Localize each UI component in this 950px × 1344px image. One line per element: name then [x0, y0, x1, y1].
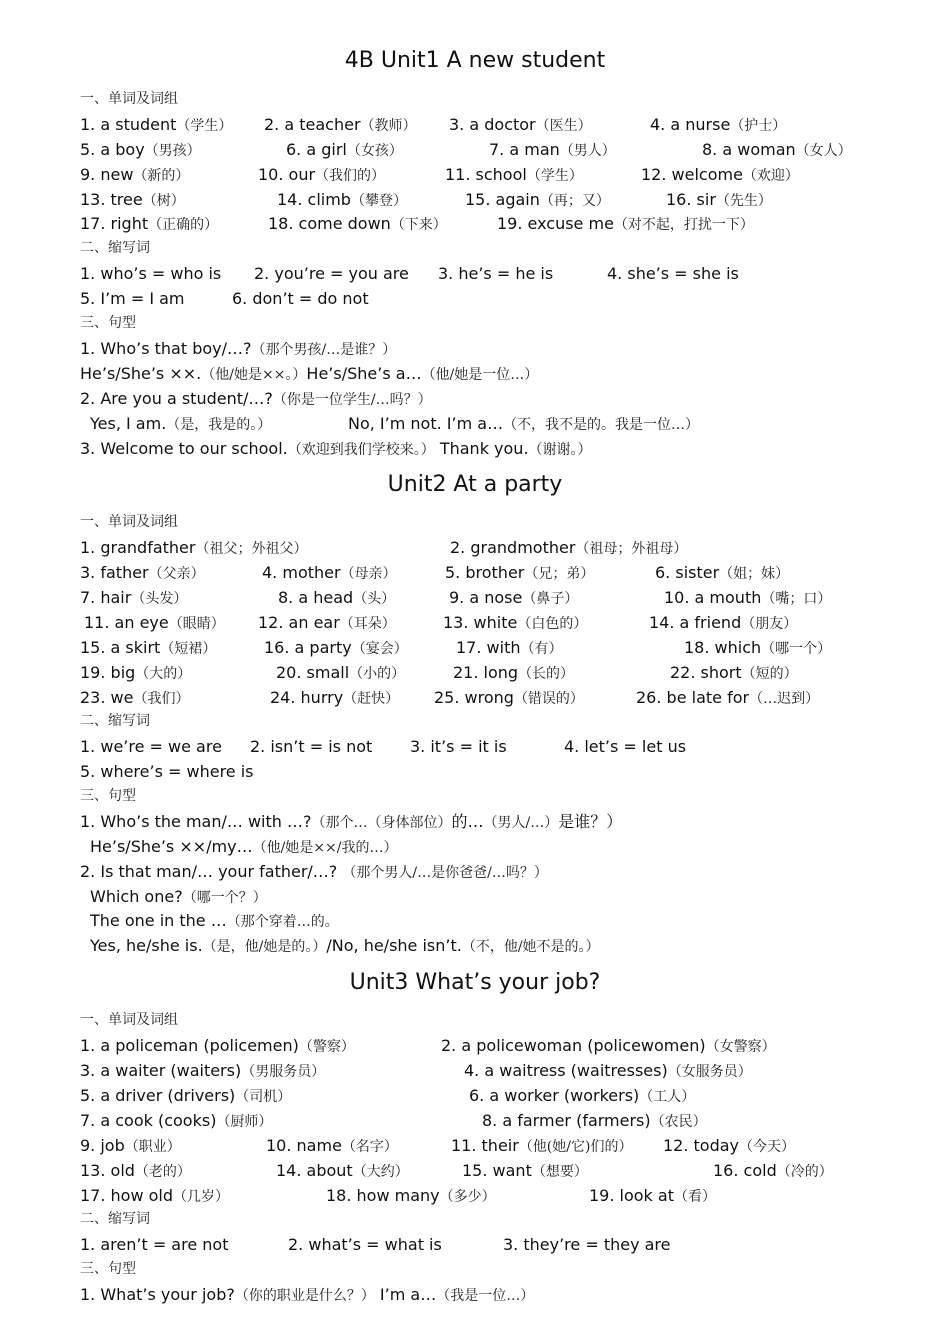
sentence-row — [80, 437, 940, 461]
sentence-row — [80, 860, 940, 884]
sentence-row — [80, 835, 940, 859]
vocab-item: 19. look at（看） — [589, 1186, 716, 1205]
contraction-item: 3. it’s = it is — [410, 737, 507, 756]
vocab-item: 3. a doctor（医生） — [449, 115, 592, 134]
contraction-item: 3. he’s = he is — [438, 264, 554, 283]
vocab-item: 13. white（白色的） — [443, 613, 588, 632]
vocab-item: 21. long（长的） — [453, 663, 575, 682]
contraction-item: 4. let’s = let us — [564, 737, 687, 756]
vocab-item: 17. right（正确的） — [80, 214, 219, 233]
section-heading: 二、缩写词 — [80, 713, 150, 729]
vocab-item: 4. mother（母亲） — [262, 563, 397, 582]
sentence: 2. Are you a student/…?（你是一位学生/…吗？） — [80, 389, 432, 408]
vocab-row — [80, 1109, 940, 1133]
vocab-item: 11. an eye（眼睛） — [84, 613, 225, 632]
sentence-row — [80, 1283, 940, 1307]
contraction-row — [80, 262, 940, 286]
unit-title: Unit3 What’s your job? — [349, 970, 601, 995]
sentence: 1. Who’s that boy/…?（那个男孩/…是谁？） — [80, 339, 397, 358]
sentence: Yes, he/she is.（是，他/她是的。）/No, he/she isn’t.（不，他/她不是的。） — [90, 936, 600, 955]
sentence: No, I’m not. I’m a…（不，我不是的。我是一位…） — [348, 414, 700, 433]
sentence: 3. Welcome to our school.（欢迎到我们学校来。） Thank you.（谢谢。） — [80, 439, 592, 458]
contraction-item: 5. where’s = where is — [80, 762, 254, 781]
sentence: The one in the …（那个穿着…的。 — [90, 911, 339, 930]
vocab-row — [80, 113, 940, 137]
vocab-item: 19. big（大的） — [80, 663, 192, 682]
contraction-row — [80, 735, 940, 759]
vocab-item: 12. welcome（欢迎） — [641, 165, 799, 184]
vocab-item: 26. be late for（…迟到） — [636, 688, 820, 707]
contraction-item: 1. who’s = who is — [80, 264, 222, 283]
contraction-row — [80, 1233, 940, 1257]
contraction-item: 4. she’s = she is — [607, 264, 739, 283]
vocab-item: 1. a student（学生） — [80, 115, 233, 134]
section-heading: 一、单词及词组 — [80, 91, 178, 107]
sentence: 1. What’s your job?（你的职业是什么？） I’m a…（我是一位…） — [80, 1285, 535, 1304]
vocab-item: 2. grandmother（祖母；外祖母） — [450, 538, 688, 557]
section-heading: 一、单词及词组 — [80, 514, 178, 530]
vocab-item: 12. today（今天） — [663, 1136, 796, 1155]
sentence: 2. Is that man/… your father/…? （那个男人/…是你爸爸/…吗？） — [80, 862, 548, 881]
vocab-row — [80, 661, 940, 685]
vocab-item: 10. name（名字） — [266, 1136, 398, 1155]
vocab-item: 10. our（我们的） — [258, 165, 386, 184]
vocab-item: 9. job（职业） — [80, 1136, 181, 1155]
sentence: 1. Who’s the man/… with …?（那个…（身体部位）的…（男人/…）是谁？） — [80, 812, 623, 831]
vocab-item: 5. a boy（男孩） — [80, 140, 201, 159]
vocab-item: 8. a head（头） — [278, 588, 396, 607]
contraction-row — [80, 287, 940, 311]
section-heading: 三、句型 — [80, 788, 136, 804]
sentence-row — [80, 387, 940, 411]
vocab-item: 10. a mouth（嘴；口） — [664, 588, 832, 607]
section-heading: 三、句型 — [80, 315, 136, 331]
vocab-item: 4. a nurse（护士） — [650, 115, 787, 134]
section-heading: 二、缩写词 — [80, 1211, 150, 1227]
vocab-item: 8. a woman（女人） — [702, 140, 852, 159]
section-heading: 二、缩写词 — [80, 240, 150, 256]
vocab-item: 3. a waiter (waiters)（男服务员） — [80, 1061, 326, 1080]
vocab-item: 1. grandfather（祖父；外祖父） — [80, 538, 308, 557]
vocab-item: 23. we（我们） — [80, 688, 190, 707]
vocab-item: 18. how many（多少） — [326, 1186, 496, 1205]
contraction-item: 6. don’t = do not — [232, 289, 369, 308]
contraction-item: 5. I’m = I am — [80, 289, 185, 308]
unit-title: Unit2 At a party — [387, 472, 563, 497]
vocab-row — [80, 1134, 940, 1158]
vocab-item: 2. a policewoman (policewomen)（女警察） — [441, 1036, 776, 1055]
sentence: He’s/She’s ××.（他/她是××。）He’s/She’s a…（他/她是一位…） — [80, 364, 539, 383]
sentence-row — [80, 885, 940, 909]
vocab-item: 6. a girl（女孩） — [286, 140, 403, 159]
section-heading: 一、单词及词组 — [80, 1012, 178, 1028]
contraction-item: 3. they’re = they are — [503, 1235, 671, 1254]
vocab-item: 13. old（老的） — [80, 1161, 191, 1180]
vocab-item: 15. again（再；又） — [465, 190, 610, 209]
vocab-item: 19. excuse me（对不起，打扰一下） — [497, 214, 754, 233]
vocab-item: 9. a nose（鼻子） — [449, 588, 579, 607]
sentence-row — [80, 337, 940, 361]
vocab-row — [80, 1184, 940, 1208]
vocab-item: 7. hair（头发） — [80, 588, 188, 607]
vocab-row — [80, 1084, 940, 1108]
vocab-item: 6. sister（姐；妹） — [655, 563, 790, 582]
vocab-item: 12. an ear（耳朵） — [258, 613, 396, 632]
contraction-item: 2. you’re = you are — [254, 264, 409, 283]
contraction-row — [80, 760, 940, 784]
vocab-item: 7. a cook (cooks)（厨师） — [80, 1111, 273, 1130]
section-heading: 三、句型 — [80, 1261, 136, 1277]
sentence-row — [80, 810, 940, 834]
vocab-item: 15. want（想要） — [462, 1161, 588, 1180]
vocab-item: 15. a skirt（短裙） — [80, 638, 217, 657]
vocab-row — [80, 686, 940, 710]
vocab-row — [80, 1059, 940, 1083]
vocab-row — [80, 163, 940, 187]
sentence: Yes, I am.（是，我是的。） — [90, 414, 272, 433]
vocab-item: 1. a policeman (policemen)（警察） — [80, 1036, 355, 1055]
vocab-item: 24. hurry（赶快） — [270, 688, 400, 707]
vocab-item: 8. a farmer (farmers)（农民） — [482, 1111, 707, 1130]
vocab-row — [80, 1159, 940, 1183]
vocab-row — [80, 561, 940, 585]
vocab-item: 4. a waitress (waitresses)（女服务员） — [464, 1061, 752, 1080]
vocab-item: 18. come down（下来） — [268, 214, 447, 233]
vocab-row — [80, 636, 940, 660]
vocab-item: 17. how old（几岁） — [80, 1186, 230, 1205]
sentence-row — [80, 934, 940, 958]
contraction-item: 2. what’s = what is — [288, 1235, 442, 1254]
vocab-row — [80, 1034, 940, 1058]
vocab-item: 11. school（学生） — [445, 165, 583, 184]
vocab-item: 14. a friend（朋友） — [649, 613, 798, 632]
sentence-row — [80, 412, 940, 436]
vocab-item: 7. a man（男人） — [489, 140, 616, 159]
vocab-item: 20. small（小的） — [276, 663, 406, 682]
vocab-item: 13. tree（树） — [80, 190, 185, 209]
vocab-item: 18. which（哪一个） — [684, 638, 832, 657]
contraction-item: 1. aren’t = are not — [80, 1235, 229, 1254]
vocab-item: 16. sir（先生） — [666, 190, 772, 209]
vocab-item: 9. new（新的） — [80, 165, 190, 184]
unit-title: 4B Unit1 A new student — [344, 48, 606, 73]
vocab-row — [80, 188, 940, 212]
vocab-item: 6. a worker (workers)（工人） — [469, 1086, 696, 1105]
vocab-item: 5. brother（兄；弟） — [445, 563, 595, 582]
vocab-row — [80, 586, 940, 610]
vocab-item: 2. a teacher（教师） — [264, 115, 417, 134]
vocab-row — [80, 138, 940, 162]
vocab-row — [80, 611, 940, 635]
vocab-item: 22. short（短的） — [670, 663, 798, 682]
contraction-item: 1. we’re = we are — [80, 737, 222, 756]
vocab-item: 11. their（他(她/它)们的） — [451, 1136, 633, 1155]
vocab-item: 3. father（父亲） — [80, 563, 205, 582]
sentence-row — [80, 362, 940, 386]
sentence: He’s/She’s ××/my…（他/她是××/我的…） — [90, 837, 398, 856]
vocab-item: 16. cold（冷的） — [713, 1161, 833, 1180]
sentence-row — [80, 909, 940, 933]
vocab-row — [80, 212, 940, 236]
vocab-item: 14. about（大约） — [276, 1161, 409, 1180]
vocab-item: 25. wrong（错误的） — [434, 688, 584, 707]
vocab-item: 14. climb（攀登） — [277, 190, 407, 209]
vocab-item: 17. with（有） — [456, 638, 563, 657]
sentence: Which one?（哪一个？） — [90, 887, 267, 906]
vocab-item: 16. a party（宴会） — [264, 638, 408, 657]
contraction-item: 2. isn’t = is not — [250, 737, 373, 756]
vocab-item: 5. a driver (drivers)（司机） — [80, 1086, 292, 1105]
vocab-row — [80, 536, 940, 560]
